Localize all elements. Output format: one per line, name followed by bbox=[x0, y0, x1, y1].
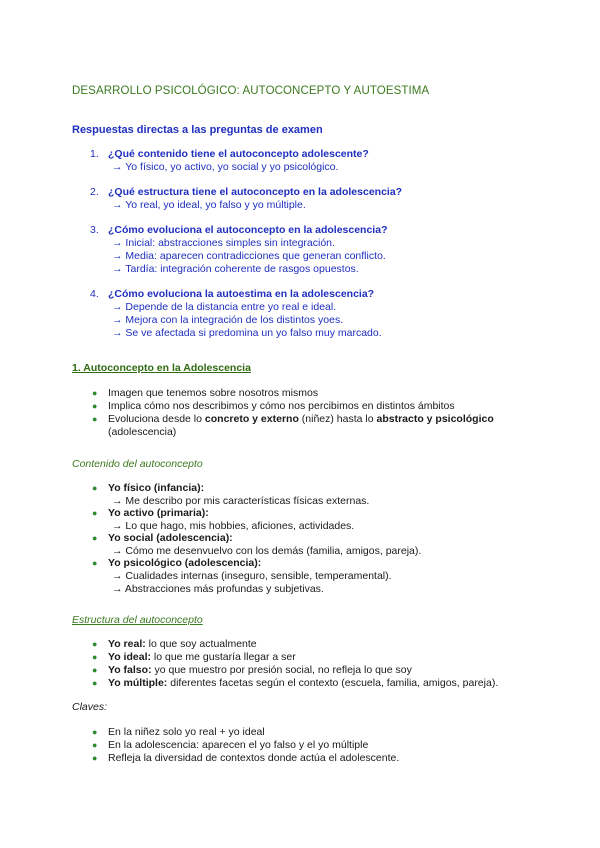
list-item bbox=[108, 677, 498, 689]
list-item-label: Yo activo (primaria): bbox=[108, 507, 209, 519]
list-item: En la adolescencia: aparecen el yo falso y el yo múltiple bbox=[108, 739, 369, 751]
bullet-icon: ● bbox=[92, 533, 98, 543]
list-item-detail: → Cualidades internas (inseguro, sensible, temperamental). bbox=[112, 570, 392, 582]
bullet-icon: ● bbox=[92, 639, 98, 649]
list-item: En la niñez solo yo real + yo ideal bbox=[108, 726, 265, 738]
list-item bbox=[108, 482, 204, 494]
bullet-icon: ● bbox=[92, 740, 98, 750]
list-item: Implica cómo nos describimos y cómo nos percibimos en distintos ámbitos bbox=[108, 400, 455, 412]
qa-heading: Respuestas directas a las preguntas de examen bbox=[72, 124, 323, 136]
question-number: 3. bbox=[90, 224, 99, 236]
subsection-heading: Estructura del autoconcepto bbox=[72, 614, 203, 626]
list-item-text: diferentes facetas según el contexto (escuela, familia, amigos, pareja). bbox=[167, 677, 499, 689]
list-item-label: Yo ideal: bbox=[108, 651, 151, 663]
bullet-icon: ● bbox=[92, 652, 98, 662]
list-item-bold: concreto y externo bbox=[204, 413, 299, 425]
answer-line: → Media: aparecen contradicciones que generan conflicto. bbox=[112, 250, 386, 262]
section-heading: 1. Autoconcepto en la Adolescencia bbox=[72, 362, 251, 374]
list-item bbox=[108, 532, 233, 544]
question-number: 1. bbox=[90, 148, 99, 160]
list-item-detail: → Me describo por mis características físicas externas. bbox=[112, 495, 370, 507]
list-item-text: Evoluciona desde lo bbox=[108, 413, 205, 425]
list-item-text: lo que soy actualmente bbox=[145, 638, 257, 650]
list-item-label: Yo psicológico (adolescencia): bbox=[108, 557, 262, 569]
list-item-label: Yo real: bbox=[108, 638, 146, 650]
bullet-icon: ● bbox=[92, 508, 98, 518]
bullet-icon: ● bbox=[92, 401, 98, 411]
answer-line: → Inicial: abstracciones simples sin integración. bbox=[112, 237, 335, 249]
list-item-text: yo que muestro por presión social, no refleja lo que soy bbox=[151, 664, 412, 676]
claves-heading: Claves: bbox=[72, 701, 108, 713]
list-item: Imagen que tenemos sobre nosotros mismos bbox=[108, 387, 319, 399]
list-item-detail: → Cómo me desenvuelvo con los demás (familia, amigos, pareja). bbox=[112, 545, 422, 557]
question-text: ¿Cómo evoluciona el autoconcepto en la adolescencia? bbox=[108, 224, 388, 236]
bullet-icon: ● bbox=[92, 753, 98, 763]
bullet-icon: ● bbox=[92, 483, 98, 493]
page-title: DESARROLLO PSICOLÓGICO: AUTOCONCEPTO Y AUTOESTIMA bbox=[72, 85, 430, 97]
list-item-label: Yo falso: bbox=[108, 664, 152, 676]
answer-line: → Se ve afectada si predomina un yo falso muy marcado. bbox=[112, 327, 382, 339]
question-number: 4. bbox=[90, 288, 99, 300]
list-item: Refleja la diversidad de contextos donde actúa el adolescente. bbox=[108, 752, 400, 764]
answer-line: → Tardía: integración coherente de rasgos opuestos. bbox=[112, 263, 359, 275]
answer-line: → Depende de la distancia entre yo real e ideal. bbox=[112, 301, 337, 313]
bullet-icon: ● bbox=[92, 727, 98, 737]
list-item bbox=[108, 557, 261, 569]
list-item bbox=[108, 507, 209, 519]
question-text: ¿Qué estructura tiene el autoconcepto en la adolescencia? bbox=[108, 186, 403, 198]
list-item-label: Yo físico (infancia): bbox=[108, 482, 205, 494]
answer-line: → Yo real, yo ideal, yo falso y yo múltiple. bbox=[112, 199, 306, 211]
subsection-heading: Contenido del autoconcepto bbox=[72, 458, 203, 470]
list-item bbox=[108, 413, 494, 425]
list-item-detail: → Lo que hago, mis hobbies, aficiones, actividades. bbox=[112, 520, 355, 532]
question-text: ¿Cómo evoluciona la autoestima en la adolescencia? bbox=[108, 288, 375, 300]
list-item-text: lo que me gustaría llegar a ser bbox=[150, 651, 296, 663]
list-item bbox=[108, 638, 257, 650]
answer-line: → Mejora con la integración de los distintos yoes. bbox=[112, 314, 344, 326]
list-item-label: Yo múltiple: bbox=[108, 677, 168, 689]
list-item bbox=[108, 664, 412, 676]
list-item-label: Yo social (adolescencia): bbox=[108, 532, 233, 544]
bullet-icon: ● bbox=[92, 388, 98, 398]
bullet-icon: ● bbox=[92, 414, 98, 424]
list-item-continuation: (adolescencia) bbox=[108, 426, 177, 438]
answer-line: → Yo físico, yo activo, yo social y yo psicológico. bbox=[112, 161, 339, 173]
list-item-text: (niñez) hasta lo bbox=[298, 413, 377, 425]
list-item-bold: abstracto y psicológico bbox=[376, 413, 494, 425]
bullet-icon: ● bbox=[92, 678, 98, 688]
bullet-icon: ● bbox=[92, 665, 98, 675]
bullet-icon: ● bbox=[92, 558, 98, 568]
question-number: 2. bbox=[90, 186, 99, 198]
list-item bbox=[108, 651, 296, 663]
list-item-detail: → Abstracciones más profundas y subjetivas. bbox=[112, 583, 324, 595]
question-text: ¿Qué contenido tiene el autoconcepto adolescente? bbox=[108, 148, 369, 160]
